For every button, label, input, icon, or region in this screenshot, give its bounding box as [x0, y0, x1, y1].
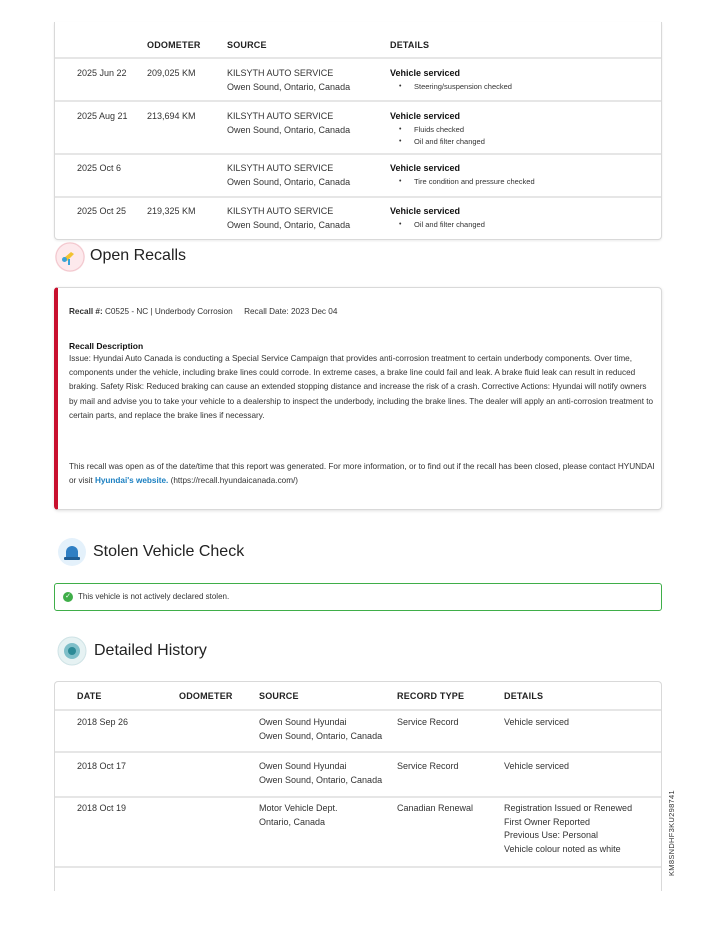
hyundai-website-link[interactable]: Hyundai's website. — [94, 476, 169, 486]
details-header: DETAILS — [390, 40, 430, 50]
row-details: Vehicle serviced — [504, 717, 570, 727]
recall-icon — [55, 242, 85, 272]
row-details — [390, 162, 650, 188]
recall-date: 2023 Dec 04 — [290, 307, 338, 316]
recall-url: (https://recall.hyundaicanada.com/) — [170, 476, 299, 486]
row-record-type: Canadian Renewal — [397, 803, 474, 813]
row-details — [504, 802, 632, 856]
row-divider — [55, 751, 661, 753]
detail-title: Vehicle serviced — [390, 163, 461, 173]
row-odometer: 209,025 KM — [147, 68, 196, 78]
row-divider — [55, 866, 661, 868]
history-icon — [57, 636, 87, 666]
recall-date-label: Recall Date: — [244, 307, 289, 316]
detail-title: Vehicle serviced — [390, 206, 461, 216]
row-divider — [55, 57, 661, 59]
detail-bullet: • Tire condition and pressure checked — [390, 176, 650, 188]
row-source — [259, 802, 338, 829]
detailed-history-title: Detailed History — [94, 642, 207, 659]
stolen-status-box — [54, 583, 662, 611]
source-name: KILSYTH AUTO SERVICE — [227, 163, 334, 173]
source-location: Owen Sound, Ontario, Canada — [227, 124, 351, 135]
open-recalls-title: Open Recalls — [90, 247, 187, 264]
odometer-header: ODOMETER — [179, 691, 233, 701]
row-date: 2025 Oct 6 — [77, 163, 122, 173]
row-date: 2025 Jun 22 — [77, 68, 127, 78]
source-name: KILSYTH AUTO SERVICE — [227, 111, 334, 121]
source-location: Owen Sound, Ontario, Canada — [227, 81, 351, 92]
service-records-table — [54, 22, 662, 240]
row-divider — [55, 796, 661, 798]
source-line: Owen Sound, Ontario, Canada — [259, 730, 383, 741]
row-date: 2018 Oct 19 — [77, 803, 127, 813]
odometer-header: ODOMETER — [147, 40, 201, 50]
row-record-type: Service Record — [397, 761, 459, 771]
row-source — [227, 205, 350, 232]
recall-description-heading: Recall Description — [69, 341, 144, 351]
row-divider — [55, 196, 661, 198]
recall-header-line — [69, 307, 337, 316]
detail-line: Registration Issued or Renewed — [504, 803, 633, 813]
detail-title: Vehicle serviced — [390, 68, 461, 78]
detail-bullet: • Steering/suspension checked — [390, 81, 650, 93]
row-source — [227, 67, 350, 94]
row-record-type: Service Record — [397, 717, 459, 727]
recall-card — [54, 287, 662, 510]
recall-number-label: Recall #: — [69, 307, 103, 316]
detail-bullet: • Oil and filter changed — [390, 219, 650, 231]
row-source — [227, 110, 350, 137]
source-location: Owen Sound, Ontario, Canada — [227, 219, 351, 230]
row-source — [259, 716, 382, 743]
detail-bullet: • Oil and filter changed — [390, 136, 650, 148]
source-header: SOURCE — [259, 691, 299, 701]
vin-side-label: KM8SNDHF3KU298741 — [667, 790, 676, 876]
row-odometer: 219,325 KM — [147, 206, 196, 216]
date-header: DATE — [77, 691, 102, 701]
recall-number: C0525 - NC | Underbody Corrosion — [104, 307, 233, 316]
row-odometer: 213,694 KM — [147, 111, 196, 121]
source-name: KILSYTH AUTO SERVICE — [227, 68, 334, 78]
detail-line: Previous Use: Personal — [504, 830, 599, 840]
stolen-status-message: This vehicle is not actively declared stolen. — [78, 592, 230, 601]
source-header: SOURCE — [227, 40, 267, 50]
row-details — [390, 110, 650, 148]
row-date: 2018 Oct 17 — [77, 761, 127, 771]
source-line: Owen Sound, Ontario, Canada — [259, 774, 383, 785]
source-line: Ontario, Canada — [259, 816, 326, 827]
source-line: Motor Vehicle Dept. — [259, 803, 338, 813]
row-details — [390, 67, 650, 93]
row-details: Vehicle serviced — [504, 761, 570, 771]
detail-line: First Owner Reported — [504, 816, 591, 827]
detail-title: Vehicle serviced — [390, 111, 461, 121]
recall-note — [69, 460, 657, 488]
stolen-check-title: Stolen Vehicle Check — [93, 543, 245, 560]
source-line: Owen Sound Hyundai — [259, 761, 347, 771]
recall-note-text: This recall was open as of the date/time that this report was generated. For more information, or to find out if the recall has been closed, please contact HYUNDAI or visit — [69, 462, 655, 486]
row-source — [227, 162, 350, 189]
row-divider — [55, 153, 661, 155]
recall-description: Issue: Hyundai Auto Canada is conducting a Special Service Campaign that provides anti-corrosion treatment to certain underbody components. Over time, components under the vehicle, including brake lines could corrode. In extreme cases, a brake line could fail and leak. A brake fluid leak can result in reduced braking. Safety Risk: Reduced braking can cause an extended stopping distance and increase the risk of a crash. Corrective Actions: Hyundai will notify owners by mail and advise you to take your vehicle to a dealership to inspect the underbody, including the brake lines. The dealer will apply an anti-corrosion treatment to certain parts, and replace the brake lines if necessary. — [69, 354, 654, 420]
row-divider — [55, 100, 661, 102]
detail-bullet: • Fluids checked — [390, 124, 650, 136]
source-name: KILSYTH AUTO SERVICE — [227, 206, 334, 216]
row-date: 2018 Sep 26 — [77, 717, 129, 727]
details-header: DETAILS — [504, 691, 544, 701]
row-source — [259, 760, 382, 787]
record-type-header: RECORD TYPE — [397, 691, 465, 701]
detailed-history-table — [54, 681, 662, 891]
source-line: Owen Sound Hyundai — [259, 717, 347, 727]
row-date: 2025 Aug 21 — [77, 111, 128, 121]
source-location: Owen Sound, Ontario, Canada — [227, 176, 351, 187]
row-divider — [55, 709, 661, 711]
siren-icon — [57, 537, 87, 567]
check-circle-icon: ✓ — [63, 592, 73, 602]
detail-line: Vehicle colour noted as white — [504, 843, 621, 854]
row-details — [390, 205, 650, 231]
row-date: 2025 Oct 25 — [77, 206, 127, 216]
